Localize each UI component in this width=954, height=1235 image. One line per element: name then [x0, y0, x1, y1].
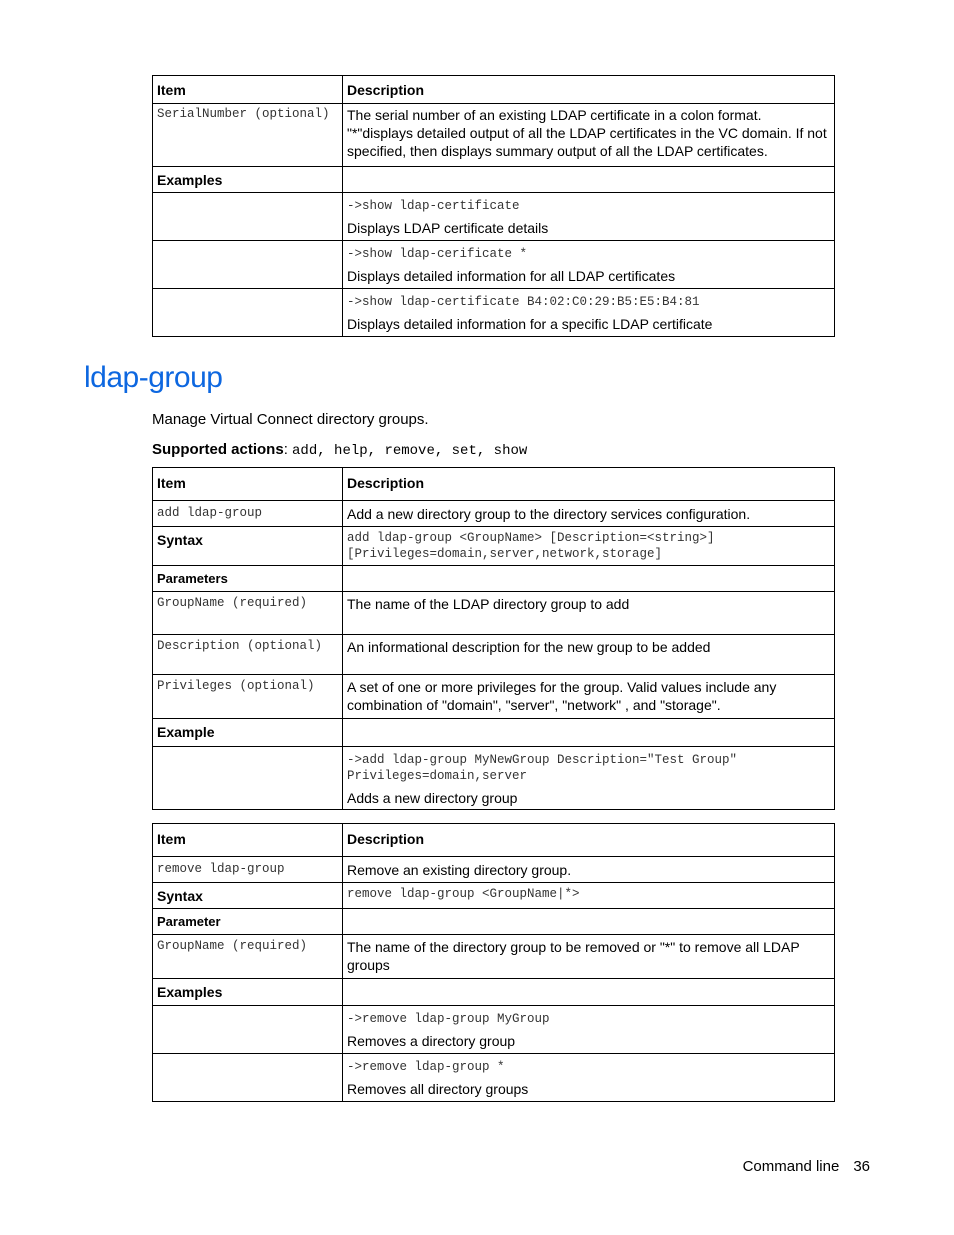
syntax-text: remove ldap-group <GroupName|*> [347, 887, 580, 901]
example-command: ->show ldap-certificate B4:02:C0:29:B5:E5:B4:81 [347, 295, 700, 309]
param-description: The name of the directory group to be removed or "*" to remove all LDAP groups [347, 939, 800, 973]
param-name: SerialNumber (optional) [157, 107, 330, 121]
param-description: A set of one or more privileges for the group. Valid values include any combination of "domain", "server", "network" , and "storage". [347, 679, 777, 713]
param-description: The name of the LDAP directory group to add [347, 596, 630, 612]
section-intro: Manage Virtual Connect directory groups. [152, 411, 429, 428]
syntax-label: Syntax [153, 527, 343, 566]
examples-label: Examples [153, 979, 343, 1006]
examples-label: Examples [153, 167, 343, 193]
command-description: Add a new directory group to the directory services configuration. [347, 506, 751, 522]
example-command: ->show ldap-certificate [347, 199, 520, 213]
example-description: Displays detailed information for a specific LDAP certificate [347, 316, 713, 332]
ldap-certificate-table [152, 75, 835, 337]
supported-actions: Supported actions: add, help, remove, set, show [152, 441, 528, 459]
param-name: Privileges (optional) [157, 679, 315, 693]
remove-ldap-group-table [152, 823, 835, 1102]
param-name: GroupName (required) [157, 939, 308, 953]
syntax-label: Syntax [153, 883, 343, 909]
header-item: Item [153, 824, 343, 857]
header-description: Description [343, 76, 835, 104]
header-item: Item [153, 468, 343, 501]
supported-actions-label: Supported actions [152, 441, 284, 458]
parameters-label: Parameters [153, 566, 343, 592]
example-command: ->remove ldap-group MyGroup [347, 1012, 550, 1026]
command-description: Remove an existing directory group. [347, 862, 572, 878]
page-footer [743, 1158, 870, 1175]
example-description: Removes all directory groups [347, 1081, 529, 1097]
param-name: Description (optional) [157, 639, 323, 653]
header-item: Item [153, 76, 343, 104]
syntax-text: add ldap-group <GroupName> [Description=<string>] [Privileges=domain,server,network,storage] [347, 531, 715, 561]
example-label: Example [153, 719, 343, 747]
footer-section: Command line [742, 1158, 840, 1175]
example-description: Removes a directory group [347, 1033, 516, 1049]
param-description: An informational description for the new group to be added [347, 639, 711, 655]
example-command: ->add ldap-group MyNewGroup Description="Test Group" Privileges=domain,server [347, 753, 738, 783]
parameter-label: Parameter [153, 909, 343, 935]
header-description: Description [343, 468, 835, 501]
command-name: add ldap-group [157, 506, 263, 520]
example-description: Displays LDAP certificate details [347, 220, 549, 236]
supported-actions-list: add, help, remove, set, show [292, 443, 528, 459]
example-command: ->show ldap-cerificate * [347, 247, 528, 261]
example-description: Displays detailed information for all LDAP certificates [347, 268, 676, 284]
example-command: ->remove ldap-group * [347, 1060, 505, 1074]
header-description: Description [343, 824, 835, 857]
page-number: 36 [853, 1158, 870, 1175]
param-name: GroupName (required) [157, 596, 308, 610]
add-ldap-group-table [152, 467, 835, 810]
example-description: Adds a new directory group [347, 790, 518, 806]
section-title: ldap-group [84, 361, 223, 394]
command-name: remove ldap-group [157, 862, 285, 876]
param-description: The serial number of an existing LDAP certificate in a colon format. "*"displays detailed output of all the LDAP certificates in the VC domain. If not specified, then displays summary output of all the LDAP certificates. [347, 107, 827, 159]
